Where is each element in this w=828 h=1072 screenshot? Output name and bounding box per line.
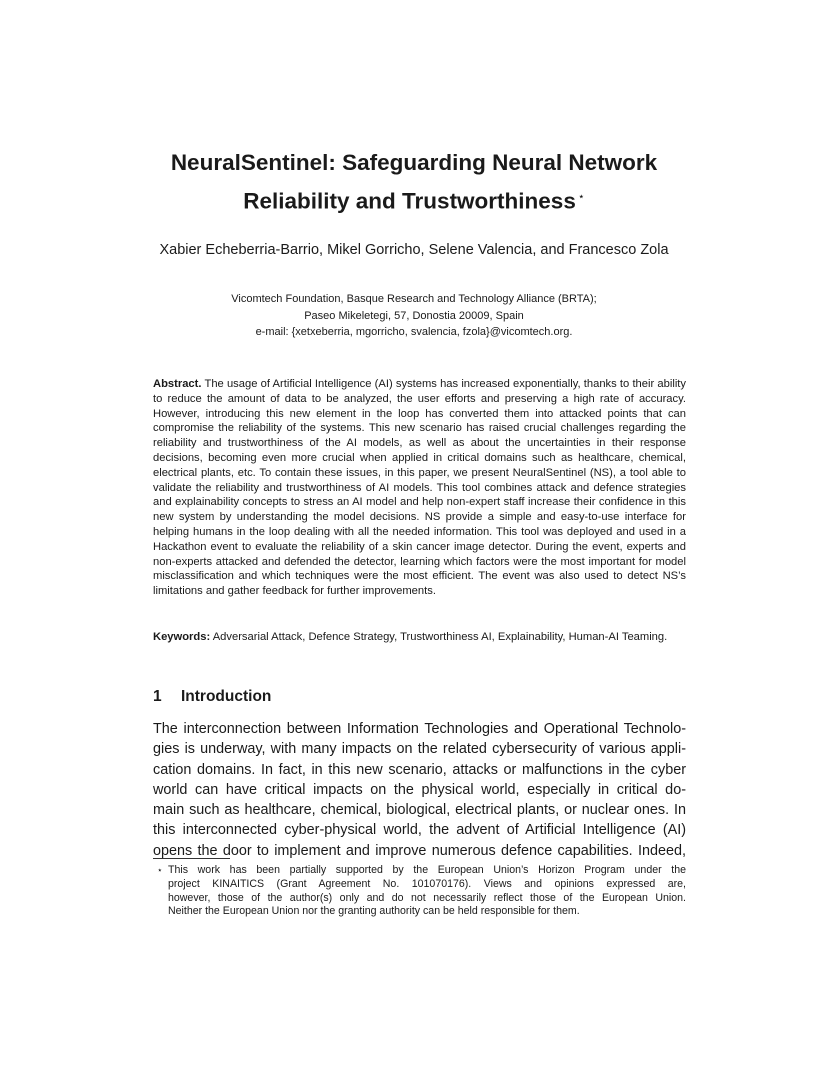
section-heading: [153, 688, 271, 706]
paragraph-line: opens the door to implement and improve numerous defence capabilities. Indeed,: [153, 842, 686, 859]
title-line-1: NeuralSentinel: Safeguarding Neural Network: [170, 150, 658, 175]
abstract: [153, 377, 686, 599]
introduction-paragraph: [153, 719, 686, 861]
affiliation-email: e-mail: {xetxeberria, mgorricho, svalencia, fzola}@vicomtech.org.: [255, 326, 573, 338]
paragraph-line: this interconnected cyber-physical world, the advent of Artificial Intelligence (AI): [153, 822, 686, 839]
paragraph-line: The interconnection between Information Technologies and Operational Technolo-: [153, 721, 686, 737]
paper-title: [100, 145, 728, 219]
abstract-label: Abstract.: [153, 378, 202, 390]
title-footnote-mark: ⋆: [577, 191, 585, 203]
footnote: [153, 864, 686, 919]
paragraph-line: cation domains. In fact, in this new scenario, attacks or malfunctions in the cyber: [153, 761, 686, 778]
footnote-line: Neither the European Union nor the granting authority can be held responsible for them.: [168, 905, 580, 918]
footnote-line: however, those of the author(s) only and do not necessarily reflect those of the European Union.: [168, 891, 686, 904]
paragraph-line: gies is underway, with many impacts on the related cybersecurity of various appli-: [153, 741, 686, 758]
keywords-label: Keywords:: [153, 631, 211, 643]
affiliation-line: Vicomtech Foundation, Basque Research and Technology Alliance (BRTA);: [231, 293, 597, 305]
abstract-text: The usage of Artificial Intelligence (AI) systems has increased exponentially, thanks to their ability to reduce the amount of data to be analyzed, the user efforts and preserving a high rate of accuracy. However, introducing this new element in the loop has converted them into attacked points that can compromise the reliability of the systems. This new scenario has raised crucial challenges regarding the reliability and trustworthiness of the AI models, as well as about the uncertainties in their response decisions, becoming even more crucial when applied in critical domains such as healthcare, chemical, electrical plants, etc. To contain these issues, in this paper, we present NeuralSentinel (NS), a tool able to validate the reliability and trustworthiness of AI models. This tool combines attack and defence strategies and explainability concepts to stress an AI model and help non-expert staff increase their confidence in this new system by understanding the model decisions. NS provide a simple and easy-to-use interface for helping humans in the loop dealing with all the needed information. This tool was deployed and used in a Hackathon event to evaluate the reliability of a skin cancer image detector. During the event, experts and non-experts attacked and defended the detector, learning which factors were the most important for model misclassification and which techniques were the most efficient. The event was also used to detect NS’s limitations and gather feedback for further improvements.: [153, 378, 687, 598]
affiliation-line: Paseo Mikeletegi, 57, Donostia 20009, Spain: [304, 309, 524, 322]
keywords-text: Adversarial Attack, Defence Strategy, Trustworthiness AI, Explainability, Human-AI Teaming.: [212, 631, 668, 643]
title-line-2: [100, 180, 728, 219]
paragraph-line: world can have critical impacts on the physical world, especially in critical do-: [153, 781, 686, 798]
keywords: [153, 630, 686, 645]
footnote-mark: ⋆: [157, 865, 163, 875]
section-title: Introduction: [181, 688, 272, 705]
paragraph-line: main such as healthcare, chemical, biological, electrical plants, or nuclear ones. In: [153, 802, 686, 819]
affiliation: [130, 291, 698, 341]
footnote-line: This work has been partially supported by the European Union’s Horizon Program under the: [168, 864, 686, 876]
title-line-2-text: Reliability and Trustworthiness: [243, 188, 576, 214]
author-list: Xabier Echeberria-Barrio, Mikel Gorricho, Selene Valencia, and Francesco Zola: [159, 242, 669, 258]
footnote-line: project KINAITICS (Grant Agreement No. 101070176). Views and opinions expressed are,: [168, 877, 686, 890]
footnote-divider: [153, 858, 230, 859]
section-number: 1: [153, 688, 162, 705]
